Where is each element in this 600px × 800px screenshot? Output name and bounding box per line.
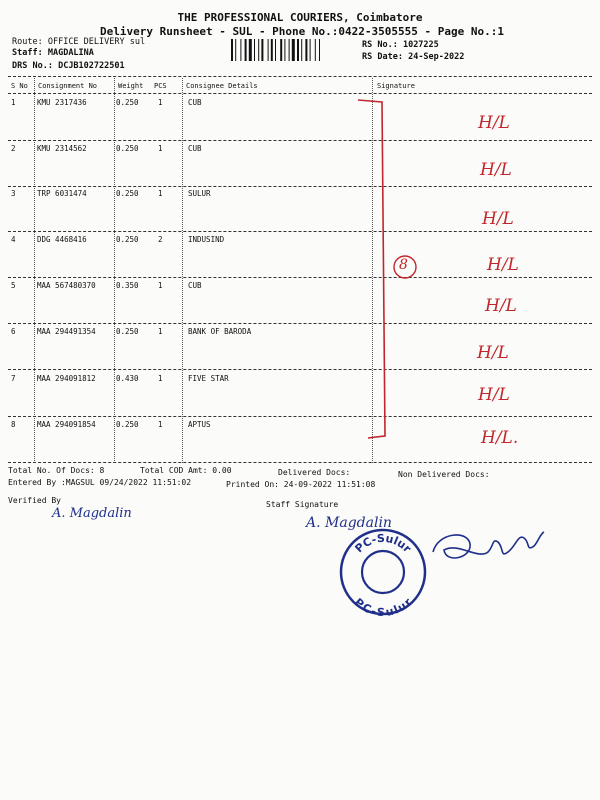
row-consignee: INDUSIND [188,235,225,244]
col-divider [182,78,183,463]
non-delivered-docs: Non Delivered Docs: [398,470,490,479]
row-pcs: 1 [158,420,163,429]
row-weight: 0.250 [116,235,139,244]
rs-no-value: 1027225 [402,40,439,50]
col-header-signature: Signature [377,82,415,90]
scribble-signature [428,512,548,572]
row-consignee: APTUS [188,420,211,429]
row-pcs: 2 [158,235,163,244]
company-title: THE PROFESSIONAL COURIERS, Coimbatore [177,11,423,24]
row-sno: 6 [11,327,16,336]
staff-signature-label: Staff Signature [266,500,339,509]
row-weight: 0.430 [116,374,139,383]
row-consignment: KMU 2317436 [37,98,87,107]
verified-by-label: Verified By [8,496,61,505]
row-consignment: KMU 2314562 [37,144,87,153]
rs-no-line [362,40,439,50]
total-docs: Total No. Of Docs: 8 [8,466,105,475]
rs-date-line [362,52,464,62]
row-sno: 7 [11,374,16,383]
route-line [12,37,145,47]
table-top-rule [8,76,592,77]
stamp-top-text: PC-Sulur [352,531,414,556]
row-consignment: MAA 294091812 [37,374,96,383]
col-header-sno: S No [11,82,28,90]
drs-line [12,61,125,71]
entered-by: Entered By :MAGSUL 09/24/2022 11:51:02 [8,478,192,487]
row-sno: 2 [11,144,16,153]
table-bottom-rule [8,462,592,463]
staff-line [12,48,94,58]
drs-label: DRS No.: [12,61,53,71]
stamp-bottom-text: PC-Sulur [351,595,415,617]
verified-signature: A. Magdalin [52,506,132,521]
rs-no-label: RS No.: [362,40,398,50]
row-sno: 1 [11,98,16,107]
col-divider [114,78,115,463]
row-pcs: 1 [158,189,163,198]
handwritten-mark: H/L [480,160,512,180]
col-divider [34,78,35,463]
row-consignment: DDG 4468416 [37,235,87,244]
row-pcs: 1 [158,144,163,153]
row-consignee: FIVE STAR [188,374,229,383]
route-value: OFFICE DELIVERY sul [47,37,146,47]
col-header-consignment: Consignment No [38,82,98,90]
row-weight: 0.250 [116,327,139,336]
col-header-pcs: PCS [154,82,167,90]
handwriting-layer [330,92,600,452]
row-pcs: 1 [158,98,163,107]
drs-value: DCJB102722501 [58,61,125,71]
handwritten-mark: H/L [478,385,510,405]
delivered-docs: Delivered Docs: [278,468,351,477]
staff-signature: A. Magdalin [306,515,392,531]
row-pcs: 1 [158,281,163,290]
row-sno: 4 [11,235,16,244]
row-consignment: MAA 294491354 [37,327,96,336]
staff-label: Staff: [12,48,43,58]
row-consignee: BANK OF BARODA [188,327,252,336]
row-sno: 3 [11,189,16,198]
handwritten-mark: H/L [477,343,509,363]
handwritten-mark: H/L [482,209,514,229]
col-header-consignee: Consignee Details [186,82,258,90]
row-weight: 0.250 [116,420,139,429]
row-consignee: CUB [188,281,202,290]
route-label: Route: [12,37,43,47]
pc-sulur-stamp [338,527,428,617]
row-sno: 8 [11,420,16,429]
row-weight: 0.250 [116,189,139,198]
row-consignment: MAA 294091854 [37,420,96,429]
rs-date-value: 24-Sep-2022 [408,52,465,62]
col-header-weight: Weight [118,82,144,90]
handwritten-mark: H/L [478,113,510,133]
svg-text:PC-Sulur [352,595,415,617]
row-consignment: MAA 567480370 [37,281,96,290]
barcode [230,39,350,61]
handwritten-mark: H/L. [481,428,519,448]
red-bracket [358,100,385,438]
row-consignee: CUB [188,98,202,107]
row-consignee: CUB [188,144,202,153]
rs-date-label: RS Date: [362,52,403,62]
row-pcs: 1 [158,327,163,336]
row-sno: 5 [11,281,16,290]
runsheet-title: Delivery Runsheet - SUL - Phone No.:0422-3505555 - Page No.:1 [100,25,504,38]
count-circle-number: 8 [399,257,408,273]
row-consignment: TRP 6031474 [37,189,87,198]
row-weight: 0.250 [116,144,139,153]
row-pcs: 1 [158,374,163,383]
row-consignee: SULUR [188,189,211,198]
row-weight: 0.250 [116,98,139,107]
row-weight: 0.350 [116,281,139,290]
total-cod: Total COD Amt: 0.00 [140,466,232,475]
handwritten-mark: H/L [485,296,517,316]
handwritten-mark: H/L [487,255,519,275]
staff-value: MAGDALINA [47,48,94,58]
printed-on: Printed On: 24-09-2022 11:51:08 [226,480,376,489]
